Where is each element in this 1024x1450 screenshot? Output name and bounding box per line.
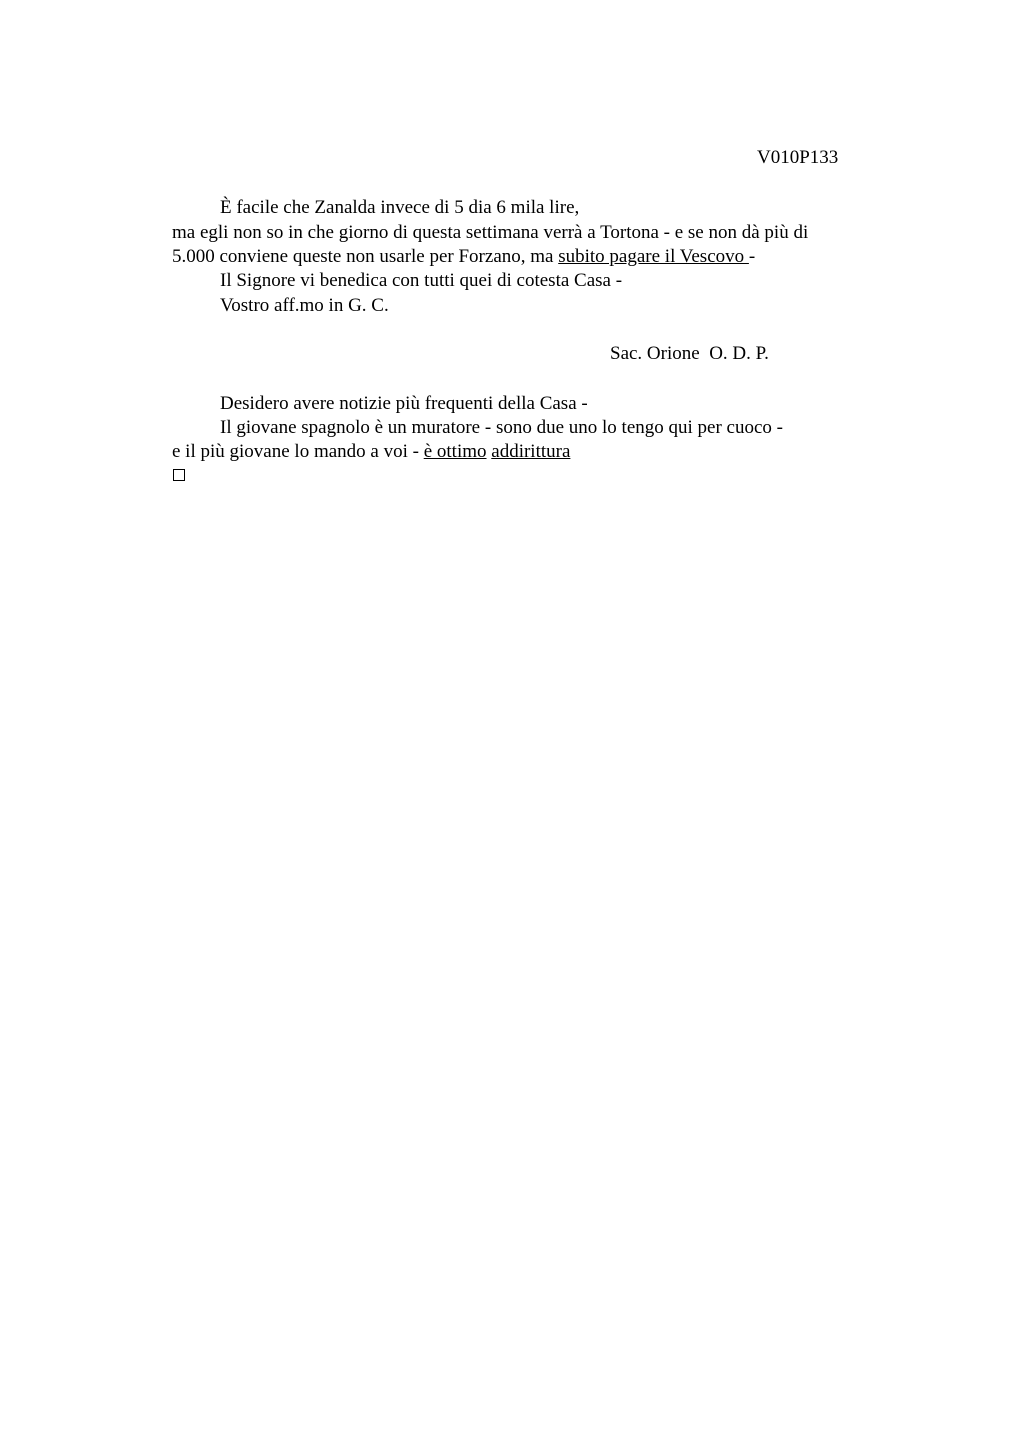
signature: Sac. Orione O. D. P. xyxy=(610,343,769,364)
postscript-line: Desidero avere notizie più frequenti della Casa - xyxy=(220,393,588,414)
checkbox-icon xyxy=(173,469,185,481)
paragraph-line: È facile che Zanalda invece di 5 dia 6 mila lire, xyxy=(220,197,580,218)
postscript-line xyxy=(172,441,570,463)
closing-line: Vostro aff.mo in G. C. xyxy=(220,295,389,316)
page-identifier: V010P133 xyxy=(757,147,839,168)
underlined-text: subito pagare il Vescovo xyxy=(558,246,749,267)
underlined-text: è ottimo xyxy=(423,441,487,462)
paragraph-line: ma egli non so in che giorno di questa settimana verrà a Tortona - e se non dà più di xyxy=(172,222,809,243)
paragraph-line xyxy=(172,246,755,268)
blessing-line: Il Signore vi benedica con tutti quei di cotesta Casa - xyxy=(220,270,623,291)
postscript-line: Il giovane spagnolo è un muratore - sono due uno lo tengo qui per cuoco - xyxy=(220,417,783,438)
underlined-text: addirittura xyxy=(491,441,571,462)
postscript-text: e il più giovane lo mando a voi - xyxy=(172,441,424,462)
paragraph-text: - xyxy=(748,246,756,267)
paragraph-text: 5.000 conviene queste non usarle per Forzano, ma xyxy=(172,246,559,267)
